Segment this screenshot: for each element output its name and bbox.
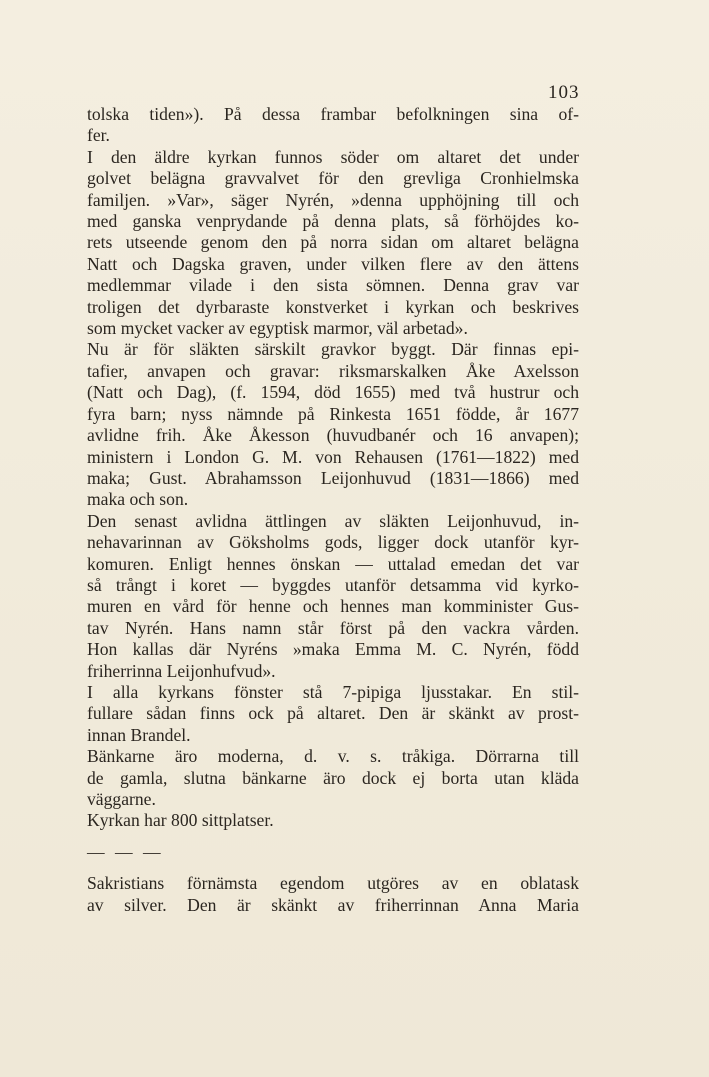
section-separator: — — — — [87, 841, 164, 862]
text-line: tolska tiden»). På dessa frambar befolkningen sina of- — [87, 104, 579, 124]
text-line: Nu är för släkten särskilt gravkor byggt. Där finnas epi- — [87, 339, 579, 360]
text-line: med ganska venprydande på denna plats, så förhöjdes ko- — [87, 211, 579, 232]
main-paragraphs — [87, 104, 579, 832]
text-line: medlemmar vilade i den sista sömnen. Denna grav var — [87, 275, 579, 296]
text-line: Sakristians förnämsta egendom utgöres av en oblatask — [87, 873, 579, 894]
text-line: komuren. Enligt hennes önskan — uttalad emedan det var — [87, 553, 579, 574]
text-line: (Natt och Dag), (f. 1594, död 1655) med två hustrur och — [87, 382, 579, 403]
text-line: maka och son. — [87, 489, 189, 510]
text-line: rets utseende genom den på norra sidan om altaret belägna — [87, 232, 579, 253]
text-line: av silver. Den är skänkt av friherrinnan Anna Maria — [87, 894, 579, 915]
section-gap — [87, 832, 579, 842]
text-line: Kyrkan har 800 sittplatser. — [87, 810, 274, 831]
text-line: Hon kallas där Nyréns »maka Emma M. C. Nyrén, född — [87, 639, 579, 660]
text-line: tafier, anvapen och gravar: riksmarskalken Åke Axelsson — [87, 360, 579, 381]
text-line: så trångt i koret — byggdes utanför detsamma vid kyrko- — [87, 574, 579, 595]
section-gap — [87, 863, 579, 873]
sacristy-paragraph — [87, 873, 579, 916]
text-line: avlidne frih. Åke Åkesson (huvudbanér och 16 anvapen); — [87, 425, 579, 446]
text-line: innan Brandel. — [87, 724, 191, 745]
body-text — [87, 104, 579, 916]
text-line: nehavarinnan av Göksholms gods, ligger dock utanför kyr- — [87, 532, 579, 553]
text-line: fer. — [87, 125, 110, 146]
text-line: väggarne. — [87, 789, 156, 809]
text-line: de gamla, slutna bänkarne äro dock ej borta utan kläda — [87, 767, 579, 788]
text-line: Bänkarne äro moderna, d. v. s. tråkiga. Dörrarna till — [87, 746, 579, 767]
text-line: muren en vård för henne och hennes man komminister Gus- — [87, 596, 579, 617]
text-line: maka; Gust. Abrahamsson Leijonhuvud (1831—1866) med — [87, 467, 579, 488]
text-line: tav Nyrén. Hans namn står först på den vackra vården. — [87, 617, 579, 638]
text-line: familjen. »Var», säger Nyrén, »denna upphöjning till och — [87, 189, 579, 210]
text-line: golvet belägna gravvalvet för den grevliga Cronhielmska — [87, 168, 579, 189]
text-line: troligen det dyrbaraste konstverket i kyrkan och beskrives — [87, 296, 579, 317]
text-line: ministern i London G. M. von Rehausen (1761—1822) med — [87, 446, 579, 467]
text-line: som mycket vacker av egyptisk marmor, väl arbetad». — [87, 318, 468, 339]
text-line: Natt och Dagska graven, under vilken flere av den ättens — [87, 253, 579, 274]
text-line: friherrinna Leijonhufvud». — [87, 660, 276, 681]
text-line: Den senast avlidna ättlingen av släkten Leijonhuvud, in- — [87, 510, 579, 531]
page-number: 103 — [548, 82, 580, 103]
text-line: fullare sådan finns ock på altaret. Den är skänkt av prost- — [87, 703, 579, 724]
text-line: fyra barn; nyss nämnde på Rinkesta 1651 födde, år 1677 — [87, 403, 579, 424]
text-line: I alla kyrkans fönster stå 7-pipiga ljusstakar. En stil- — [87, 681, 579, 702]
text-line: I den äldre kyrkan funnos söder om altaret det under — [87, 146, 579, 167]
